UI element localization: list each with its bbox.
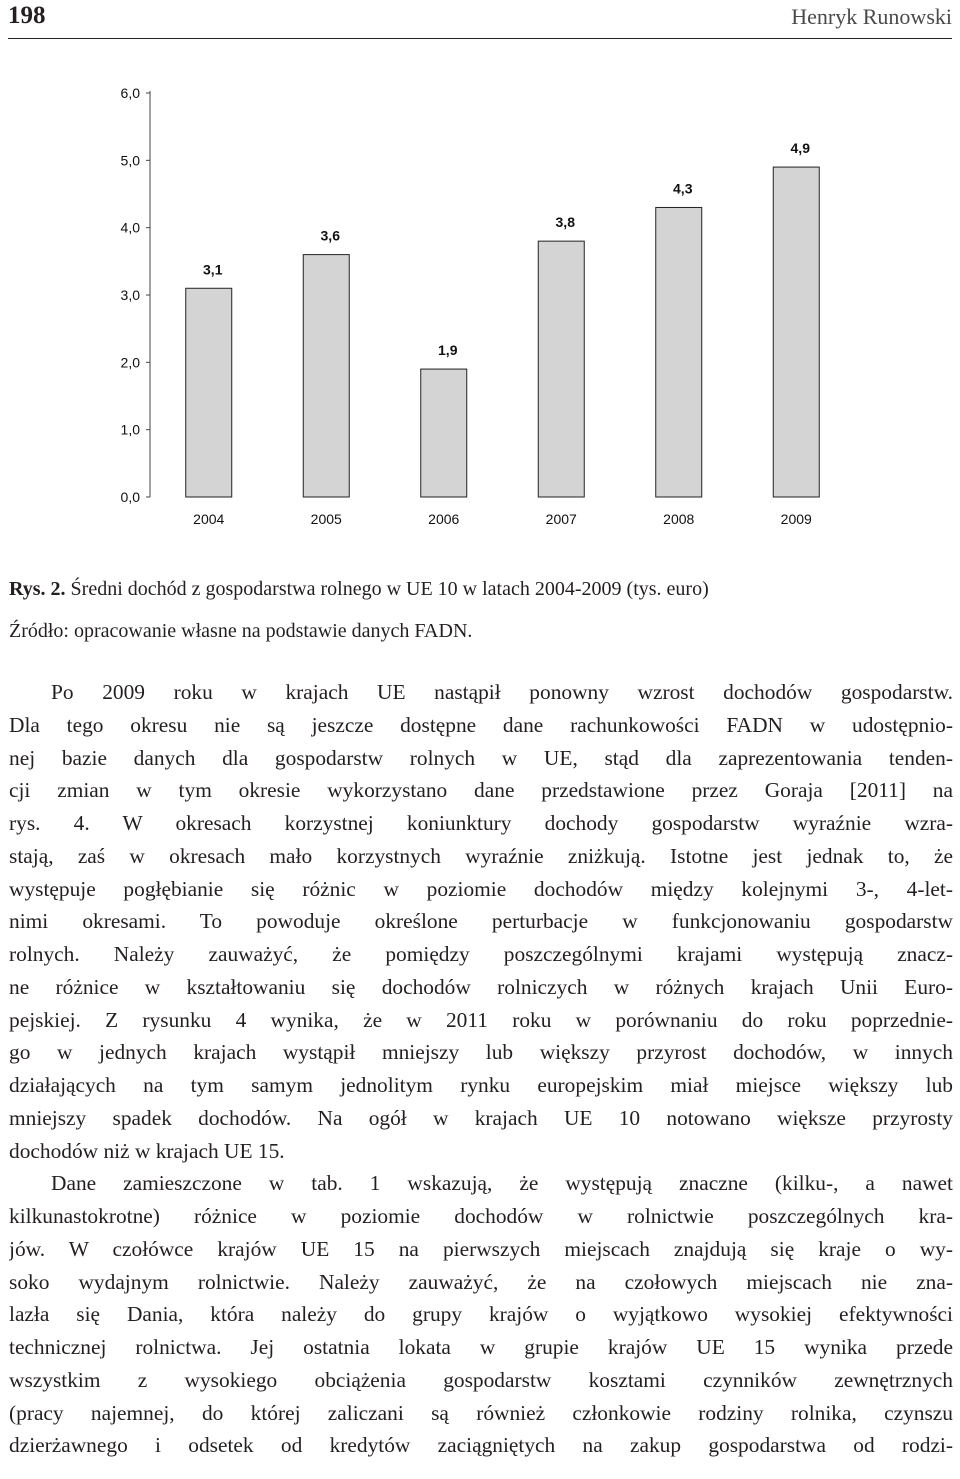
text-line: lazła się Dania, która należy do grupy krajów o wyjątkowo wysokiej efektywności xyxy=(9,1302,953,1327)
text-line: technicznej rolnictwa. Jej ostatnia lokata w grupie krajów UE 15 wynika przede xyxy=(9,1335,953,1359)
bar-2005 xyxy=(303,255,349,497)
bar-2009 xyxy=(773,167,819,497)
text-line: Dane zamieszczone w tab. 1 wskazują, że występują znaczne (kilku-, a nawet xyxy=(51,1171,953,1196)
y-tick-label: 1,0 xyxy=(120,421,140,438)
header-rule xyxy=(8,38,952,39)
bar-2007 xyxy=(538,241,584,497)
bar-chart-svg xyxy=(0,60,960,540)
figure-caption xyxy=(9,578,709,601)
bar-value-label: 4,9 xyxy=(790,140,810,157)
x-tick-label: 2005 xyxy=(310,511,342,527)
y-tick-label: 3,0 xyxy=(120,287,140,303)
y-tick-label: 4,0 xyxy=(120,219,140,236)
text-line: kilkunastokrotne) różnice w poziomie dochodów w rolnictwie poszczególnych kra- xyxy=(9,1204,953,1228)
text-line: nej bazie danych dla gospodarstw rolnych w UE, stąd dla zaprezentowania tenden- xyxy=(9,745,953,770)
text-line: go w jednych krajach wystąpił mniejszy lub większy przyrost dochodów, w innych xyxy=(9,1040,953,1065)
text-line: Po 2009 roku w krajach UE nastąpił ponowny wzrost dochodów gospodarstw. xyxy=(51,680,953,704)
text-line: nimi okresami. To powoduje określone perturbacje w funkcjonowaniu gospodarstw xyxy=(9,909,953,934)
text-line: działających na tym samym jednolitym rynku europejskim miał miejsce większy lub xyxy=(9,1073,953,1097)
y-tick-label: 2,0 xyxy=(120,354,140,371)
bar-2008 xyxy=(656,207,702,497)
text-line: rys. 4. W okresach korzystnej koniunktury dochody gospodarstw wyraźnie wzra- xyxy=(9,811,953,835)
text-line: jów. W czołówce krajów UE 15 na pierwszych miejscach znajdują się kraje o wy- xyxy=(9,1236,953,1261)
x-tick-label: 2004 xyxy=(193,511,225,527)
text-line: Dla tego okresu nie są jeszcze dostępne dane rachunkowości FADN w udostępnio- xyxy=(9,712,953,737)
x-tick-label: 2007 xyxy=(545,511,577,527)
text-line: wszystkim z wysokiego obciążenia gospodarstw kosztami czynników zewnętrznych xyxy=(9,1367,953,1392)
bar-2006 xyxy=(421,369,467,497)
text-line: pejskiej. Z rysunku 4 wynika, że w 2011 roku w porównaniu do roku poprzednie- xyxy=(9,1007,953,1032)
page-number: 198 xyxy=(8,2,46,29)
y-tick-label: 6,0 xyxy=(120,85,140,101)
bar-value-label: 3,8 xyxy=(555,214,575,231)
text-line: cji zmian w tym okresie wykorzystano dane przedstawione przez Goraja [2011] na xyxy=(9,778,953,803)
x-tick-label: 2009 xyxy=(780,511,812,527)
figure-source: Źródło: opracowanie własne na podstawie danych FADN. xyxy=(9,620,473,642)
bar-value-label: 4,3 xyxy=(673,180,693,197)
figure-label: Rys. 2. xyxy=(9,578,66,600)
x-tick-label: 2008 xyxy=(663,511,695,527)
y-tick-label: 5,0 xyxy=(120,152,140,169)
bar-value-label: 1,9 xyxy=(438,342,458,359)
x-tick-label: 2006 xyxy=(428,511,460,527)
bar-chart xyxy=(0,60,960,540)
text-line: występuje pogłębianie się różnic w poziomie dochodów między kolejnymi 3-, 4-let- xyxy=(9,876,953,901)
text-line: dzierżawnego i odsetek od kredytów zaciągniętych na zakup gospodarstwa od rodzi- xyxy=(9,1433,953,1458)
text-line: stają, zaś w okresach mało korzystnych wyraźnie zniżkują. Istotne jest jednak to, że xyxy=(9,843,953,868)
body-text xyxy=(9,676,953,1462)
bar-2004 xyxy=(186,288,232,497)
text-line: ne różnice w kształtowaniu się dochodów rolniczych w różnych krajach Unii Euro- xyxy=(9,974,953,999)
bar-value-label: 3,6 xyxy=(320,227,340,244)
y-tick-label: 0,0 xyxy=(120,489,140,505)
figure-title: Średni dochód z gospodarstwa rolnego w UE 10 w latach 2004-2009 (tys. euro) xyxy=(70,578,709,600)
text-line: (pracy najemnej, do której zaliczani są również członkowie rodziny rolnika, czynszu xyxy=(9,1400,953,1425)
page-header xyxy=(8,0,952,40)
text-line: dochodów niż w krajach UE 15. xyxy=(9,1138,285,1163)
text-line: soko wydajnym rolnictwie. Należy zauważyć, że na czołowych miejscach nie zna- xyxy=(9,1269,953,1294)
text-line: mniejszy spadek dochodów. Na ogół w krajach UE 10 notowano większe przyrosty xyxy=(9,1105,953,1130)
bar-value-label: 3,1 xyxy=(203,261,223,278)
running-head-author: Henryk Runowski xyxy=(791,4,952,29)
text-line: rolnych. Należy zauważyć, że pomiędzy poszczególnymi krajami występują znacz- xyxy=(9,942,953,966)
